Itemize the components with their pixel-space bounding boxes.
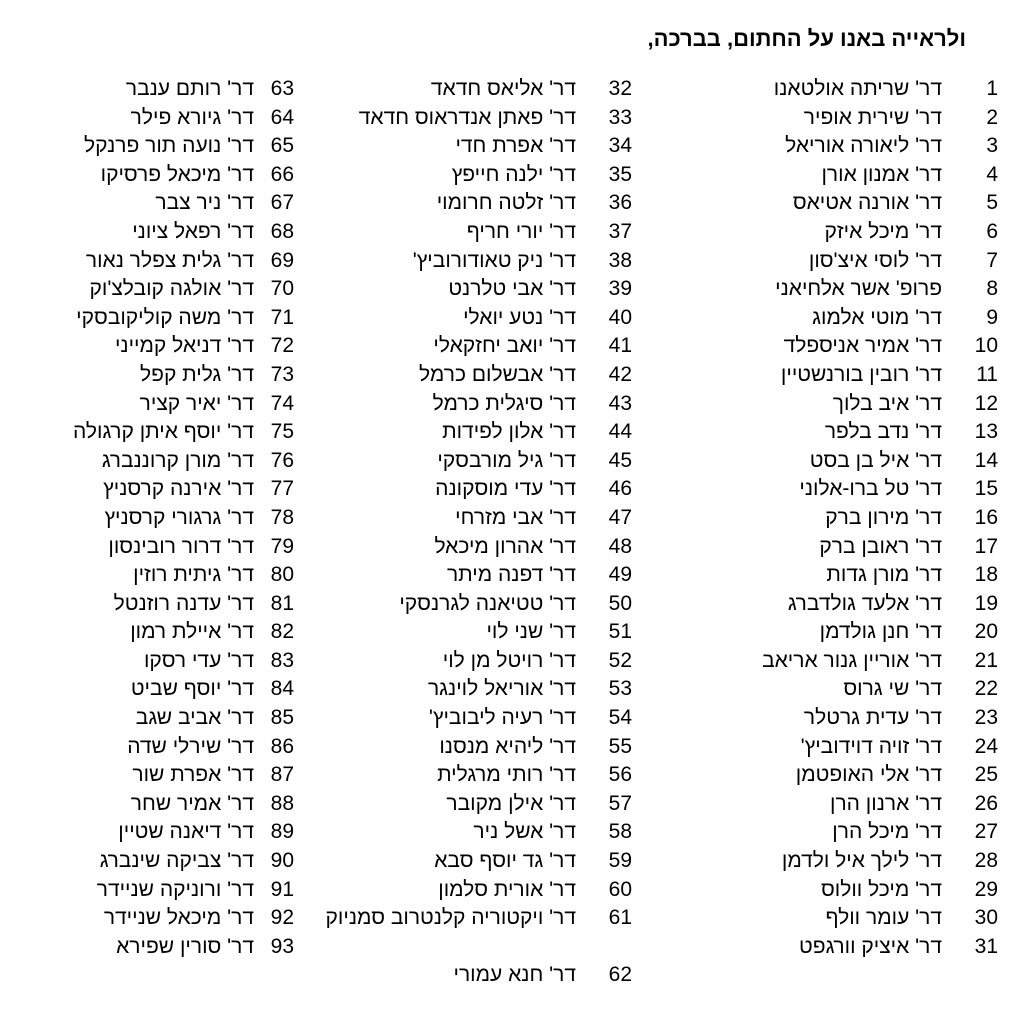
signatory-name: דר' סיגלית כרמל: [432, 391, 576, 415]
signatory-row: [668, 733, 998, 762]
signatory-name: דר' נטע יואלי: [463, 305, 576, 329]
signatory-name: דר' אמנון אורן: [821, 162, 942, 186]
signatory-name: דר' זלטה חרומוי: [436, 191, 576, 215]
signatory-number: 42: [608, 362, 632, 386]
signatory-number: 63: [270, 77, 294, 100]
signatory-number: 93: [270, 934, 294, 958]
signatory-number: 82: [270, 620, 294, 644]
signatory-row: [668, 390, 998, 419]
signatory-number: 83: [270, 648, 294, 672]
signatory-number: 53: [608, 677, 632, 701]
signatory-row: [0, 161, 294, 190]
signatory-row: [302, 161, 632, 190]
signatory-row: [668, 247, 998, 276]
signatory-name: דר' ילנה חייפץ: [451, 162, 576, 186]
signatory-name: דר' עדי רסקו: [143, 648, 254, 672]
signatory-name: דר' אשל ניר: [473, 820, 576, 844]
signatory-number: 61: [608, 906, 632, 930]
signatory-number: 47: [608, 505, 632, 529]
signatory-number: 43: [608, 391, 632, 415]
signatory-number: 79: [270, 534, 294, 558]
signatory-name: דר' משה קוליקובסקי: [76, 305, 254, 329]
signatory-row: [668, 704, 998, 733]
signatory-row: [0, 361, 294, 390]
signatory-name: דר' מורן גדות: [826, 563, 942, 587]
signatory-row: [0, 704, 294, 733]
signatory-name: דר' יוסף איתן קרגולה: [72, 420, 254, 444]
signatory-number: 6: [986, 219, 998, 243]
signatory-row: [0, 904, 294, 933]
signatory-name: דר' אמיר שחר: [130, 791, 254, 815]
signatory-row: [0, 675, 294, 704]
signatory-number: 54: [608, 706, 632, 730]
signatory-name: דר' ליהיא מנסנו: [439, 734, 576, 758]
signatory-number: 75: [270, 420, 294, 444]
signatory-number: 87: [270, 763, 294, 787]
signatory-number: 50: [608, 591, 632, 615]
signatory-number: 59: [608, 849, 632, 873]
signatory-number: 45: [608, 448, 632, 472]
signatory-row: [668, 275, 998, 304]
signatory-number: 57: [608, 791, 632, 815]
signatory-number: 15: [974, 477, 998, 501]
signatory-name: דר' צביקה שינברג: [99, 849, 254, 873]
signatory-name: דר' גיורא פילר: [130, 105, 254, 129]
signatory-name: דר' פאתן אנדראוס חדאד: [358, 105, 576, 129]
signatory-name: דר' עדי מוסקונה: [435, 477, 576, 501]
signatory-number: 85: [270, 706, 294, 730]
signatory-row: [0, 790, 294, 819]
signatory-number: 31: [974, 934, 998, 958]
signatory-row: [668, 818, 998, 847]
signatory-name: דר' מיכל הרן: [832, 820, 942, 844]
signatory-number: 8: [986, 277, 998, 301]
signatory-column-2: [302, 75, 632, 990]
signatory-name: דר' עדנה רוזנטל: [113, 591, 254, 615]
signatory-number: 11: [976, 362, 998, 386]
signatory-name: דר' שריתה אולטאנו: [773, 77, 942, 100]
signatory-name: פרופ' אשר אלחיאני: [775, 277, 942, 301]
signatory-number: 18: [974, 563, 998, 587]
signatory-name: דר' גיל מורבסקי: [437, 448, 576, 472]
signatory-number: 41: [608, 334, 632, 358]
signatory-number: 46: [608, 477, 632, 501]
signatory-row: [668, 361, 998, 390]
signatory-name: דר' ניק טאודורוביץ': [412, 248, 576, 272]
signatory-number: 40: [608, 305, 632, 329]
signatory-name: דר' שי גרוס: [843, 677, 942, 701]
signatory-number: 65: [270, 134, 294, 158]
signatory-row: [302, 104, 632, 133]
signatory-name: דר' דיאנה שטיין: [118, 820, 254, 844]
signatory-number: 19: [974, 591, 998, 615]
signatory-name: דר' ראובן ברק: [819, 534, 942, 558]
signatory-number: 34: [608, 134, 632, 158]
signatory-name: דר' רותם ענבר: [125, 77, 254, 100]
signatory-name: דר' גלית קפל: [140, 362, 254, 386]
signatory-number: 23: [974, 706, 998, 730]
signatory-name: דר' אליאס חדאד: [430, 77, 576, 100]
signatory-name: דר' חנן גולדמן: [819, 620, 942, 644]
signatory-row: [0, 761, 294, 790]
signatory-number: 22: [974, 677, 998, 701]
signatory-number: 64: [270, 105, 294, 129]
signatory-row: [0, 104, 294, 133]
signatory-row: [0, 590, 294, 619]
signatory-name: דר' עדית גרטלר: [803, 706, 942, 730]
signatory-number: 92: [270, 906, 294, 930]
signatory-row: [302, 533, 632, 562]
signatory-number: 13: [974, 420, 998, 444]
signatory-name: דר' אוריאל לוינגר: [427, 677, 576, 701]
signatory-number: 37: [608, 219, 632, 243]
signatory-row: [0, 561, 294, 590]
signatory-row: [668, 218, 998, 247]
signatory-number: 17: [974, 534, 998, 558]
signatory-row: [0, 132, 294, 161]
signatory-name: דר' אפרת שור: [132, 763, 254, 787]
signatory-number: 91: [270, 877, 294, 901]
signatory-number: 26: [974, 791, 998, 815]
signatory-number: 39: [608, 277, 632, 301]
signatory-row: [668, 647, 998, 676]
signatory-row: [302, 904, 632, 961]
signatory-row: [668, 447, 998, 476]
signatory-name: דר' אבי מזרחי: [455, 505, 576, 529]
signatory-row: [302, 418, 632, 447]
signatory-number: 25: [974, 763, 998, 787]
signatory-row: [668, 904, 998, 933]
signatory-number: 67: [270, 191, 294, 215]
signatory-row: [668, 761, 998, 790]
signatory-row: [668, 675, 998, 704]
signatory-row: [0, 533, 294, 562]
signatory-row: [302, 561, 632, 590]
signatory-row: [0, 189, 294, 218]
signatory-number: 66: [270, 162, 294, 186]
signatory-number: 52: [608, 648, 632, 672]
signatory-name: דר' נדב בלפר: [824, 420, 942, 444]
signatory-name: דר' איילת רמון: [130, 620, 254, 644]
signatory-row: [302, 675, 632, 704]
signatory-row: [302, 447, 632, 476]
signatory-number: 27: [974, 820, 998, 844]
signatory-name: דר' מיכאל פרסיקו: [100, 162, 254, 186]
signatory-row: [0, 618, 294, 647]
signatory-row: [0, 933, 294, 962]
signatory-name: דר' אירנה קרסניץ: [103, 477, 254, 501]
signatory-name: דר' איב בלוך: [832, 391, 942, 415]
signatory-row: [668, 161, 998, 190]
signatory-number: 16: [974, 505, 998, 529]
signatory-number: 9: [986, 305, 998, 329]
signatory-row: [302, 847, 632, 876]
signatory-name: דר' גרגורי קרסניץ: [104, 505, 254, 529]
signatory-name: דר' מיכל וולוס: [821, 877, 942, 901]
signatory-row: [0, 275, 294, 304]
signatory-name: דר' ליאורה אוריאל: [785, 134, 942, 158]
signatory-number: 78: [270, 505, 294, 529]
signatory-row: [302, 189, 632, 218]
signatory-number: 21: [974, 648, 998, 672]
signatory-name: דר' אמיר אניספלד: [783, 334, 942, 358]
signatory-name: דר' מיכל איזק: [824, 219, 942, 243]
signatory-name: דר' דניאל קמייני: [114, 334, 254, 358]
signatory-name: דר' אילן מקובר: [446, 791, 576, 815]
signatory-row: [668, 475, 998, 504]
signatory-row: [0, 218, 294, 247]
signatory-name: דר' אבשלום כרמל: [419, 362, 576, 386]
signatory-row: [668, 590, 998, 619]
signatory-name: דר' איציק וורגפט: [799, 934, 942, 958]
signatory-row: [302, 704, 632, 733]
signatory-number: 4: [986, 162, 998, 186]
signatory-number: 36: [608, 191, 632, 215]
signatory-name: דר' שירלי שדה: [127, 734, 254, 758]
signatory-row: [302, 304, 632, 333]
signatory-row: [0, 504, 294, 533]
signatory-row: [302, 390, 632, 419]
signatory-name: דר' יורי חריף: [466, 219, 576, 243]
signatory-name: דר' איל בן בסט: [809, 448, 942, 472]
signatory-number: 5: [986, 191, 998, 215]
signatory-row: [0, 733, 294, 762]
signatory-number: 71: [270, 305, 294, 329]
signatory-row: [668, 561, 998, 590]
signatory-number: 24: [974, 734, 998, 758]
signatory-number: 7: [986, 248, 998, 272]
signatory-row: [302, 504, 632, 533]
signatory-name: דר' טטיאנה לגרנסקי: [399, 591, 576, 615]
signatory-row: [302, 218, 632, 247]
signatory-number: 62: [608, 963, 632, 987]
signatory-name: דר' רעיה ליבוביץ': [428, 706, 576, 730]
signatory-row: [668, 876, 998, 905]
signatory-number: 56: [608, 763, 632, 787]
signatory-row: [302, 647, 632, 676]
signatory-name: דר' חנא עמורי: [453, 963, 576, 987]
signatory-name: דר' אולגה קובלצ'וק: [89, 277, 254, 301]
signatory-row: [302, 761, 632, 790]
signatory-row: [668, 618, 998, 647]
signatory-number: 44: [608, 420, 632, 444]
signatory-name: דר' מורן קרוננברג: [101, 448, 254, 472]
signatory-name: דר' אהרון מיכאל: [434, 534, 576, 558]
signatory-number: 32: [608, 77, 632, 100]
signatory-number: 28: [974, 849, 998, 873]
signatory-name: דר' ארנון הרן: [829, 791, 942, 815]
signatory-number: 74: [270, 391, 294, 415]
signatory-row: [0, 75, 294, 104]
signatory-name: דר' ויקטוריה קלנטרוב סמניוק: [325, 906, 576, 930]
signatory-name: דר' ורוניקה שניידר: [96, 877, 254, 901]
signatory-name: דר' יוסף שביט: [130, 677, 254, 701]
signatory-row: [668, 847, 998, 876]
signatory-number: 35: [608, 162, 632, 186]
signatory-row: [0, 818, 294, 847]
signatory-row: [668, 933, 998, 962]
signatory-row: [668, 533, 998, 562]
signatory-number: 86: [270, 734, 294, 758]
signatory-name: דר' מיכאל שניידר: [103, 906, 254, 930]
signatory-number: 29: [974, 877, 998, 901]
signatory-name: דר' יואב יחזקאלי: [433, 334, 576, 358]
signatory-row: [668, 75, 998, 104]
signatory-name: דר' ניר צבר: [155, 191, 254, 215]
closing-heading: ולראייה באנו על החתום, בברכה,: [647, 26, 966, 51]
signatory-row: [0, 475, 294, 504]
signatory-number: 30: [974, 906, 998, 930]
signatory-name: דר' אורית סלמון: [438, 877, 576, 901]
signatory-name: דר' רובין בורנשטיין: [780, 362, 942, 386]
signatory-number: 77: [270, 477, 294, 501]
signatory-column-3: [0, 75, 294, 961]
signatory-name: דר' גלית צפלר נאור: [85, 248, 254, 272]
signatory-number: 2: [986, 105, 998, 129]
signatory-row: [302, 818, 632, 847]
signatory-number: 69: [270, 248, 294, 272]
signatory-number: 20: [974, 620, 998, 644]
signatory-name: דר' עומר וולף: [825, 906, 942, 930]
signatory-row: [0, 447, 294, 476]
signatory-row: [302, 590, 632, 619]
signatory-number: 33: [608, 105, 632, 129]
signatory-number: 76: [270, 448, 294, 472]
signatory-number: 89: [270, 820, 294, 844]
signatory-row: [668, 132, 998, 161]
signatory-number: 72: [270, 334, 294, 358]
signatory-row: [668, 790, 998, 819]
signatory-row: [302, 332, 632, 361]
signatory-number: 73: [270, 362, 294, 386]
signatory-name: דר' יאיר קציר: [139, 391, 254, 415]
signatory-name: דר' אוריין גנור אריאב: [762, 648, 942, 672]
signatory-name: דר' אלעד גולדברג: [787, 591, 942, 615]
signatory-number: 68: [270, 219, 294, 243]
signatory-name: דר' לילך איל ולדמן: [781, 849, 942, 873]
signatory-name: דר' מוטי אלמוג: [812, 305, 942, 329]
signatory-name: דר' נועה תור פרנקל: [84, 134, 254, 158]
signatory-name: דר' גיתית רוזין: [133, 563, 254, 587]
signatory-row: [668, 104, 998, 133]
signatory-number: 49: [608, 563, 632, 587]
signatory-name: דר' אלון לפידות: [442, 420, 576, 444]
signatory-row: [0, 847, 294, 876]
signatory-row: [302, 361, 632, 390]
signatory-row: [0, 418, 294, 447]
signatory-row: [668, 304, 998, 333]
signatory-name: דר' לוסי איצ'סון: [808, 248, 942, 272]
signatory-name: דר' רויטל מן לוי: [442, 648, 576, 672]
signatory-row: [302, 733, 632, 762]
signatory-row: [302, 790, 632, 819]
signatory-number: 80: [270, 563, 294, 587]
signatory-number: 55: [608, 734, 632, 758]
signatory-name: דר' דפנה מיתר: [446, 563, 576, 587]
signatory-number: 48: [608, 534, 632, 558]
signatory-number: 60: [608, 877, 632, 901]
signatory-name: דר' שני לוי: [486, 620, 576, 644]
signatory-row: [668, 418, 998, 447]
signatory-name: דר' מירון ברק: [825, 505, 942, 529]
signatory-number: 51: [608, 620, 632, 644]
signatory-name: דר' טל ברו-אלוני: [799, 477, 942, 501]
signatory-name: דר' זויה דוידוביץ': [800, 734, 942, 758]
signatory-row: [302, 475, 632, 504]
signatory-name: דר' שירית אופיר: [803, 105, 942, 129]
signatory-name: דר' אלי האופטמן: [795, 763, 942, 787]
signatory-number: 12: [974, 391, 998, 415]
signatory-number: 58: [608, 820, 632, 844]
signatory-row: [302, 132, 632, 161]
signatory-name: דר' רותי מרגלית: [437, 763, 576, 787]
signatory-row: [302, 275, 632, 304]
signatory-row: [302, 618, 632, 647]
signatory-row: [0, 647, 294, 676]
signatory-name: דר' גד יוסף סבא: [434, 849, 576, 873]
signatory-row: [0, 390, 294, 419]
signatory-name: דר' אורנה אטיאס: [792, 191, 942, 215]
signatory-row: [668, 332, 998, 361]
signatory-number: 38: [608, 248, 632, 272]
signatory-number: 88: [270, 791, 294, 815]
signatory-number: 3: [986, 134, 998, 158]
signatory-row: [302, 876, 632, 905]
signatory-row: [0, 304, 294, 333]
signatory-name: דר' סורין שפירא: [116, 934, 254, 958]
signatory-row: [302, 247, 632, 276]
signatory-row: [302, 75, 632, 104]
signatory-number: 90: [270, 849, 294, 873]
signatory-name: דר' רפאל ציוני: [132, 219, 254, 243]
signatory-row: [0, 332, 294, 361]
signatory-row: [0, 247, 294, 276]
signatory-name: דר' אבי טלרנט: [448, 277, 576, 301]
signatory-name: דר' דרור רובינסון: [108, 534, 254, 558]
signatory-row: [668, 504, 998, 533]
signatory-number: 10: [974, 334, 998, 358]
signatory-row: [0, 876, 294, 905]
signatory-column-1: [668, 75, 998, 961]
signatory-number: 81: [270, 591, 294, 615]
signatory-row: [668, 189, 998, 218]
signatory-row: [302, 961, 632, 990]
signatory-number: 1: [986, 77, 998, 100]
signatory-number: 14: [974, 448, 998, 472]
signatory-number: 70: [270, 277, 294, 301]
signatory-number: 84: [270, 677, 294, 701]
signatory-name: דר' אביב שגב: [135, 706, 254, 730]
signatory-name: דר' אפרת חדי: [455, 134, 576, 158]
